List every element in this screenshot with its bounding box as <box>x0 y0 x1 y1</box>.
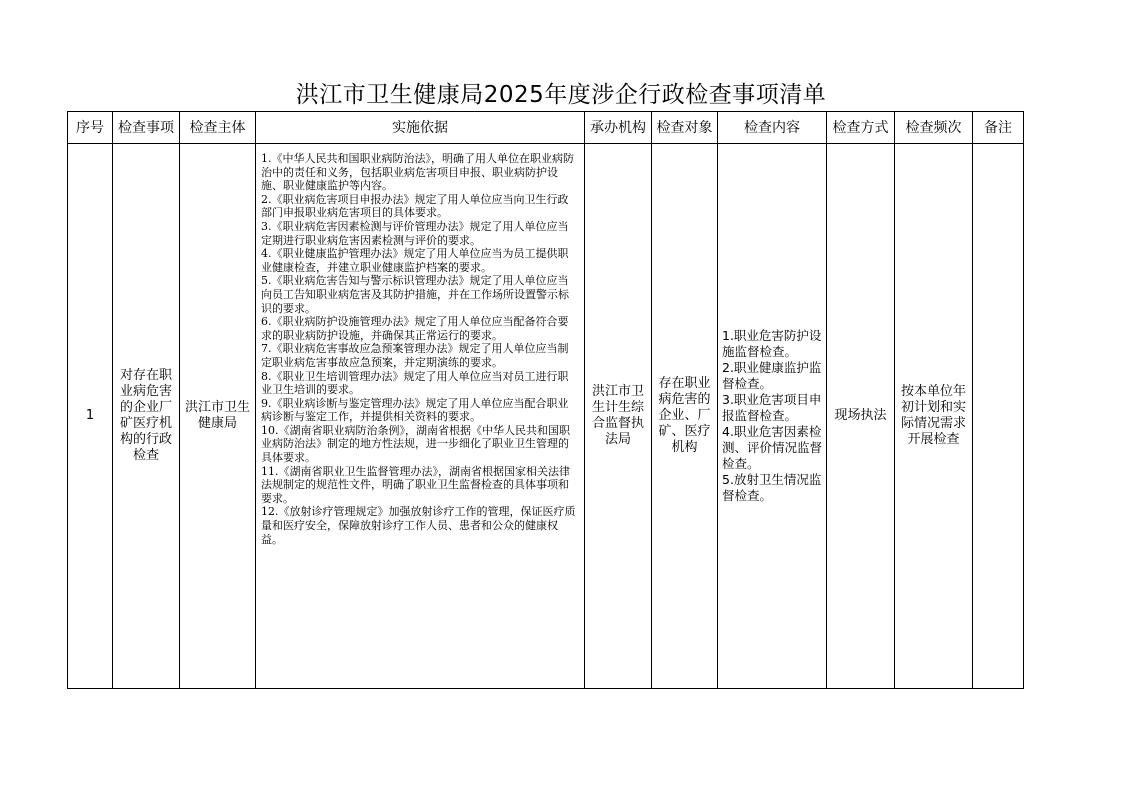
page-title: 洪江市卫生健康局2025年度涉企行政检查事项清单 <box>295 82 827 108</box>
basis-item: 4.《职业健康监护管理办法》规定了用人单位应当为员工提供职业健康检查，并建立职业健康监护档案的要求。 <box>261 247 569 274</box>
header-item: 检查事项 <box>113 112 180 144</box>
basis-item: 11.《湖南省职业卫生监督管理办法》，湖南省根据国家相关法律法规制定的规范性文件，明确了职业卫生监督检查的具体事项和要求。 <box>261 464 570 505</box>
header-remarks: 备注 <box>973 112 1024 144</box>
basis-item: 10.《湖南省职业病防治条例》，湖南省根据《中华人民共和国职业病防治法》制定的地方性法规，进一步细化了职业卫生管理的具体要求。 <box>261 423 570 465</box>
basis-item: 3.《职业病危害因素检测与评价管理办法》规定了用人单位应当定期进行职业病危害因素检测与评价的要求。 <box>261 219 569 247</box>
header-frequency: 检查频次 <box>895 112 973 144</box>
inspection-table <box>67 111 1024 689</box>
basis-item: 5.《职业病危害告知与警示标识管理办法》规定了用人单位应当向员工告知职业病危害及其防护措施，并在工作场所设置警示标识的要求。 <box>261 274 569 315</box>
table-row <box>68 144 1024 689</box>
cell-content <box>718 144 827 689</box>
cell-method: 现场执法 <box>827 144 895 689</box>
header-seq: 序号 <box>68 112 113 144</box>
header-basis: 实施依据 <box>256 112 585 144</box>
cell-seq: 1 <box>68 144 113 689</box>
cell-agency: 洪江市卫生计生综合监督执法局 <box>585 144 652 689</box>
content-item: 2.职业健康监护监督检查。 <box>722 360 822 391</box>
basis-item: 6.《职业病防护设施管理办法》规定了用人单位应当配备符合要求的职业病防护设施，并确保其正常运行的要求。 <box>261 315 569 342</box>
header-content: 检查内容 <box>718 112 827 144</box>
basis-item: 12.《放射诊疗管理规定》加强放射诊疗工作的管理，保证医疗质量和医疗安全，保障放射诊疗工作人员、患者和公众的健康权益。 <box>261 505 576 546</box>
header-subject: 检查主体 <box>180 112 256 144</box>
basis-item: 1.《中华人民共和国职业病防治法》，明确了用人单位在职业病防治中的责任和义务，包括职业病危害项目申报、职业病防护设施、职业健康监护等内容。 <box>261 152 574 193</box>
header-agency: 承办机构 <box>585 112 652 144</box>
cell-subject: 洪江市卫生健康局 <box>180 144 256 689</box>
basis-item: 7.《职业病危害事故应急预案管理办法》规定了用人单位应当制定职业病危害事故应急预案，并定期演练的要求。 <box>261 342 569 369</box>
header-target: 检查对象 <box>652 112 718 144</box>
cell-frequency: 按本单位年初计划和实际情况需求开展检查 <box>895 144 973 689</box>
cell-item: 对存在职业病危害的企业厂矿医疗机构的行政检查 <box>113 144 180 689</box>
cell-basis <box>256 144 585 689</box>
header-row <box>68 112 1024 144</box>
header-method: 检查方式 <box>827 112 895 144</box>
cell-remarks <box>973 144 1024 689</box>
basis-item: 8.《职业卫生培训管理办法》规定了用人单位应当对员工进行职业卫生培训的要求。 <box>261 369 569 397</box>
basis-item: 9.《职业病诊断与鉴定管理办法》规定了用人单位应当配合职业病诊断与鉴定工作，并提供相关资料的要求。 <box>261 396 569 424</box>
content-item: 1.职业危害防护设施监督检查。 <box>722 328 822 359</box>
content-item: 4.职业危害因素检测、评价情况监督检查。 <box>722 424 823 471</box>
basis-item: 2.《职业病危害项目申报办法》规定了用人单位应当向卫生行政部门申报职业病危害项目的具体要求。 <box>261 192 569 220</box>
cell-target: 存在职业病危害的企业、厂矿、医疗机构 <box>652 144 718 689</box>
content-item: 3.职业危害项目申报监督检查。 <box>722 392 822 423</box>
content-item: 5.放射卫生情况监督检查。 <box>722 472 822 503</box>
